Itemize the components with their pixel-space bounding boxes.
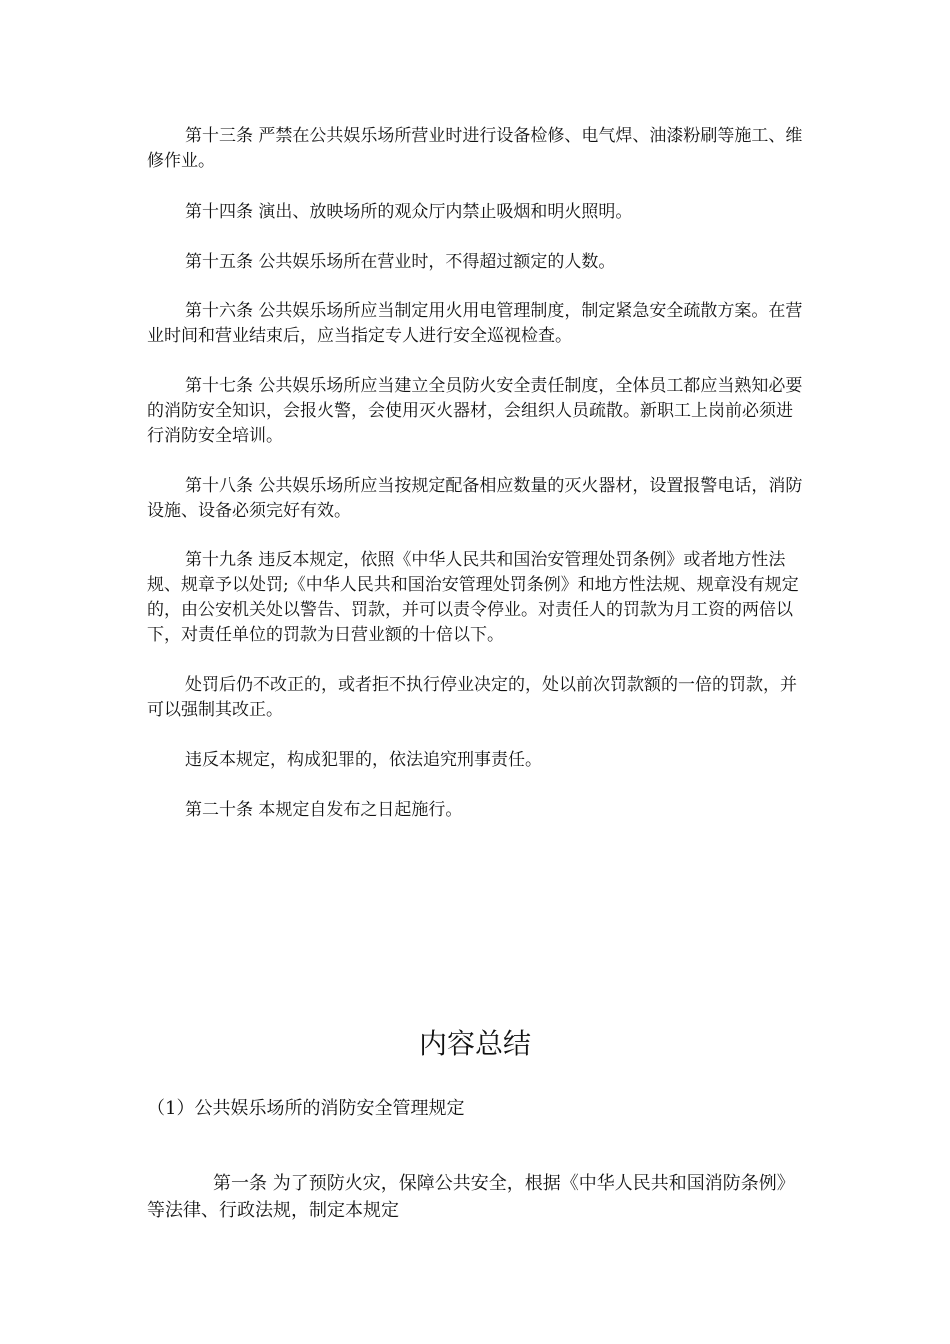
penalty-paragraph: 处罚后仍不改正的，或者拒不执行停业决定的，处以前次罚款额的一倍的罚款，并可以强制其改正。 bbox=[147, 675, 797, 720]
criminal-liability-paragraph: 违反本规定，构成犯罪的，依法追究刑事责任。 bbox=[185, 750, 542, 770]
article-18: 第十八条 公共娱乐场所应当按规定配备相应数量的灭火器材，设置报警电话，消防设施、设备必须完好有效。 bbox=[147, 476, 803, 521]
article-19: 第十九条 违反本规定，依照《中华人民共和国治安管理处罚条例》或者地方性法规、规章予以处罚;《中华人民共和国治安管理处罚条例》和地方性法规、规章没有规定的，由公安机关处以警告、罚款，并可以责令停业。对责任人的罚款为月工资的两倍以下，对责任单位的罚款为日营业额的十倍以下。 bbox=[147, 550, 799, 645]
article-14: 第十四条 演出、放映场所的观众厅内禁止吸烟和明火照明。 bbox=[185, 202, 633, 222]
article-13: 第十三条 严禁在公共娱乐场所营业时进行设备检修、电气焊、油漆粉刷等施工、维修作业。 bbox=[147, 126, 803, 171]
article-15: 第十五条 公共娱乐场所在营业时，不得超过额定的人数。 bbox=[185, 252, 616, 272]
article-16: 第十六条 公共娱乐场所应当制定用火用电管理制度，制定紧急安全疏散方案。在营业时间和营业结束后，应当指定专人进行安全巡视检查。 bbox=[147, 301, 803, 346]
summary-paragraph: 第一条 为了预防火灾，保障公共安全，根据《中华人民共和国消防条例》等法律、行政法规，制定本规定 bbox=[147, 1173, 795, 1221]
summary-title: 内容总结 bbox=[418, 1027, 531, 1060]
article-20: 第二十条 本规定自发布之日起施行。 bbox=[185, 800, 463, 820]
summary-item: （1）公共娱乐场所的消防安全管理规定 bbox=[147, 1098, 465, 1119]
article-17: 第十七条 公共娱乐场所应当建立全员防火安全责任制度，全体员工都应当熟知必要的消防安全知识，会报火警，会使用灭火器材，会组织人员疏散。新职工上岗前必须进行消防安全培训。 bbox=[147, 376, 803, 446]
